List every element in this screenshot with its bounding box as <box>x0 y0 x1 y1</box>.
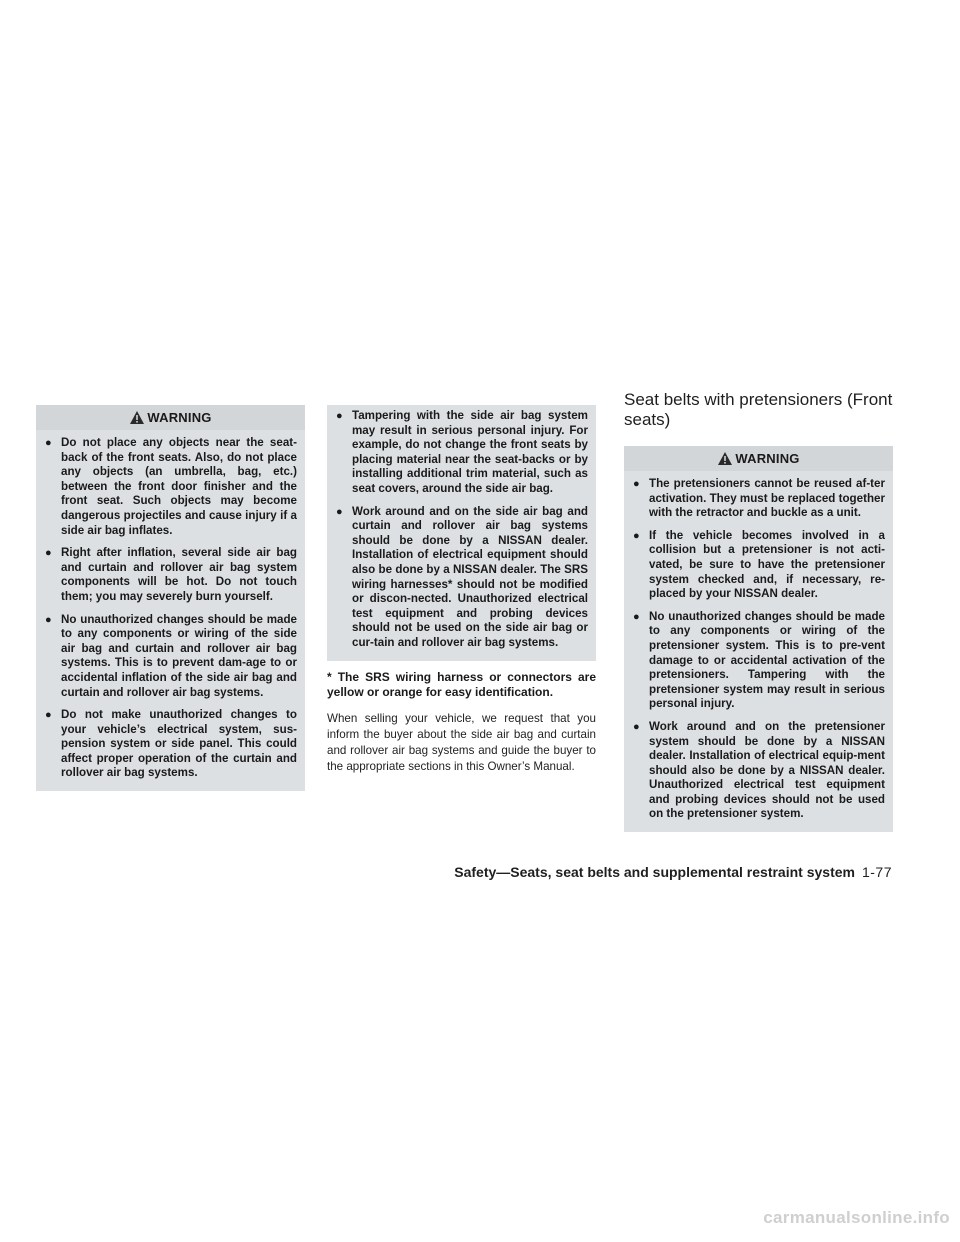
bullet-icon: ● <box>45 613 52 626</box>
bullet-icon: ● <box>45 437 52 449</box>
warning-item: ● If the vehicle becomes involved in a collision but a pretensioner is not acti-vated, be sure to have the pretensioner system checked and, if necessary, re-placed by your NISSAN dealer. <box>633 528 885 601</box>
warning-item: ● The pretensioners cannot be reused af-ter activation. They must be replaced together with the retractor and buckle as a unit. <box>633 477 885 520</box>
footer-section-title: Safety—Seats, seat belts and supplemental restraint system <box>454 864 855 880</box>
warning-item: ● Work around and on the side air bag and curtain and rollover air bag systems should be done by a NISSAN dealer. Installation of electrical equipment should also be done by a NISSAN dealer. The SRS wiring harnesses* should not be modified or discon-nected. Unauthorized electrical test equipment and probing devices should not be used on the side air bag or cur-tain and rollover air bag systems. <box>336 504 588 649</box>
warning-title: WARNING <box>735 451 800 466</box>
watermark: carmanualsonline.info <box>763 1208 950 1227</box>
page-footer <box>454 864 892 880</box>
column-left <box>36 405 305 791</box>
bullet-icon: ● <box>633 478 640 490</box>
bullet-icon: ● <box>633 529 640 542</box>
warning-title: WARNING <box>147 410 212 425</box>
warning-item: ● No unauthorized changes should be made to any components or wiring of the pretensioner system. This is to pre-vent damage to or accidental activation of the pretensioners. Tampering with the pretensioner system may result in serious personal injury. <box>633 609 885 711</box>
srs-footnote: * The SRS wiring harness or connectors are yellow or orange for easy identification. <box>327 669 596 699</box>
bullet-icon: ● <box>336 410 343 422</box>
warning-header <box>36 405 305 430</box>
warning-list <box>624 471 893 832</box>
warning-triangle-icon <box>129 410 145 425</box>
bullet-icon: ● <box>45 709 52 722</box>
warning-item: ● No unauthorized changes should be made to any components or wiring of the side air bag and curtain and rollover air bag systems. This is to prevent dam-age to or accidental inflation of the side air bag and curtain and rollover air bag systems. <box>45 612 297 699</box>
warning-box-pretensioners <box>624 446 893 832</box>
bullet-icon: ● <box>633 610 640 623</box>
warning-header <box>624 446 893 471</box>
page-number: 1-77 <box>861 864 892 880</box>
warning-item: ● Do not make unauthorized changes to your vehicle’s electrical system, sus-pension system or side panel. This could affect proper operation of the curtain and rollover air bag systems. <box>45 708 297 780</box>
warning-box-continued <box>327 405 596 661</box>
warning-item: ● Right after inflation, several side air bag and curtain and rollover air bag system components will be hot. Do not touch them; you may severely burn yourself. <box>45 546 297 603</box>
column-middle <box>327 405 596 775</box>
column-right <box>624 390 893 832</box>
selling-paragraph: When selling your vehicle, we request that you inform the buyer about the side air bag and curtain and rollover air bag systems and guide the buyer to the appropriate sections in this Owner’s Manual. <box>327 711 596 773</box>
warning-item: ● Work around and on the pretensioner system should be done by a NISSAN dealer. Installation of electrical equip-ment should also be done by a NISSAN dealer. Unauthorized electrical test equipment and probing devices should not be used on the pretensioner system. <box>633 719 885 821</box>
warning-item: ● Tampering with the side air bag system may result in serious personal injury. For example, do not change the front seats by placing material near the seat-backs or by installing additional trim material, such as seat covers, around the side air bag. <box>336 409 588 495</box>
bullet-icon: ● <box>336 505 343 518</box>
bullet-icon: ● <box>633 720 640 733</box>
section-title: Seat belts with pretensioners (Front seats) <box>624 390 893 429</box>
warning-list <box>327 405 596 661</box>
warning-box-side-airbag <box>36 405 305 791</box>
warning-triangle-icon <box>717 451 733 466</box>
bullet-icon: ● <box>45 547 52 560</box>
warning-item: ● Do not place any objects near the seat-back of the front seats. Also, do not place any objects (an umbrella, bag, etc.) between the front door finisher and the front seat. Such objects may become dangerous projectiles and cause injury if a side air bag inflates. <box>45 436 297 537</box>
warning-list <box>36 430 305 791</box>
